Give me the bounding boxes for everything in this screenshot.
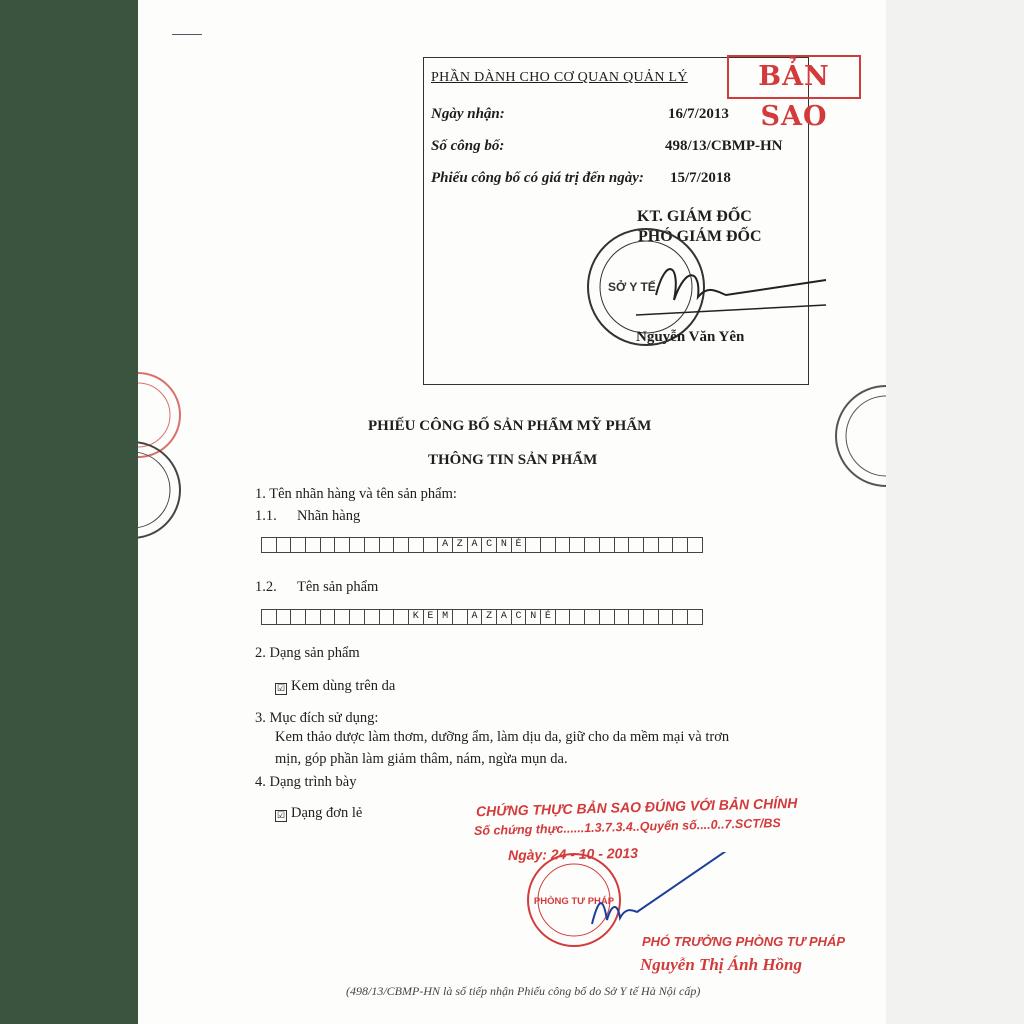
copy-stamp: BẢN SAO [727,55,861,99]
grid-cell [643,537,659,553]
grid-cell: É [540,609,556,625]
grid-cell [379,609,395,625]
grid-cell [658,537,674,553]
document-subtitle: THÔNG TIN SẢN PHẨM [428,452,598,468]
grid-cell [290,609,306,625]
grid-cell [599,537,615,553]
signer-name: Nguyễn Văn Yên [636,329,745,345]
product-form-text: Kem dùng trên da [291,678,396,694]
grid-cell: K [408,609,424,625]
deputy-head-title: PHÓ TRƯỞNG PHÒNG TƯ PHÁP [642,934,846,949]
grid-cell: A [437,537,453,553]
grid-cell [320,537,336,553]
grid-cell [555,537,571,553]
scan-right-background [886,0,1024,1024]
grid-cell [452,609,468,625]
grid-cell [628,609,644,625]
grid-cell [423,537,439,553]
grid-cell [687,537,703,553]
edge-seal-left [138,360,188,560]
grid-cell [540,537,556,553]
section-1-2-label: Tên sản phẩm [297,579,379,595]
grid-cell [334,609,350,625]
health-seal-text: SỞ Y TẾ [608,280,656,294]
grid-cell [364,537,380,553]
grid-cell [614,609,630,625]
admin-box-header: PHẦN DÀNH CHO CƠ QUAN QUẢN LÝ [431,70,688,85]
grid-cell [393,609,409,625]
received-date-label: Ngày nhận: [431,106,505,122]
grid-cell: Z [481,609,497,625]
product-form-option [275,678,395,695]
pen-mark [172,34,202,35]
grid-cell: C [481,537,497,553]
grid-cell [555,609,571,625]
grid-cell: N [496,537,512,553]
grid-cell [658,609,674,625]
brand-name-grid [262,537,703,553]
grid-cell: C [511,609,527,625]
grid-cell [334,537,350,553]
scan-dark-edge [0,0,138,1024]
footer-note: (498/13/CBMP-HN là số tiếp nhận Phiếu công bố do Sở Y tế Hà Nội cấp) [346,984,701,998]
grid-cell: A [467,609,483,625]
signature-underline [636,305,826,315]
director-signature [656,269,826,300]
grid-cell [672,609,688,625]
grid-cell [614,537,630,553]
grid-cell [320,609,336,625]
grid-cell [628,537,644,553]
grid-cell [290,537,306,553]
signer-title-2: PHÓ GIÁM ĐỐC [638,228,762,245]
grid-cell [261,537,277,553]
usage-line-1: Kem thảo dược làm thơm, dưỡng ẩm, làm dịu da, giữ cho da mềm mại và trơn [275,729,730,745]
signer-title-1: KT. GIÁM ĐỐC [637,208,752,225]
grid-cell [569,537,585,553]
grid-cell [569,609,585,625]
announcement-number-value: 498/13/CBMP-HN [665,138,783,154]
validity-label: Phiếu công bố có giá trị đến ngày: [431,170,644,186]
usage-line-2: mịn, góp phần làm giảm thâm, nám, ngừa mụn da. [275,751,568,767]
official-signature [592,852,742,924]
announcement-number-label: Số công bố: [431,138,505,154]
grid-cell: A [496,609,512,625]
section-1-1-number: 1.1. [255,508,277,524]
grid-cell [599,609,615,625]
checkbox-checked-icon: ☑ [276,683,286,693]
checkbox-checked-icon: ☑ [276,810,286,820]
section-1-heading: 1. Tên nhãn hàng và tên sản phẩm: [255,486,457,502]
grid-cell [305,609,321,625]
presentation-option [275,805,362,822]
justice-seal-text: PHÒNG TƯ PHÁP [533,896,615,907]
certification-line-2: Số chứng thực......1.3.7.3.4..Quyển số....0..7.SCT/BS [473,815,781,839]
grid-cell [584,537,600,553]
received-date-value: 16/7/2013 [668,106,729,122]
grid-cell [672,537,688,553]
edge-seal-right [830,380,886,500]
grid-cell [364,609,380,625]
grid-cell [276,537,292,553]
grid-cell [349,609,365,625]
section-2-heading: 2. Dạng sản phẩm [255,645,360,661]
grid-cell [687,609,703,625]
presentation-text: Dạng đơn lẻ [291,805,363,821]
section-4-heading: 4. Dạng trình bày [255,774,357,790]
grid-cell: E [423,609,439,625]
grid-cell: Z [452,537,468,553]
grid-cell [276,609,292,625]
grid-cell [408,537,424,553]
certification-date: Ngày: 24 - 10 - 2013 [507,844,639,864]
grid-cell [584,609,600,625]
deputy-head-name: Nguyễn Thị Ánh Hồng [640,955,803,974]
grid-cell [305,537,321,553]
validity-value: 15/7/2018 [670,170,731,186]
grid-cell [261,609,277,625]
grid-cell [525,537,541,553]
grid-cell: M [437,609,453,625]
grid-cell: A [467,537,483,553]
product-name-grid [262,609,703,625]
grid-cell [393,537,409,553]
document-title: PHIẾU CÔNG BỐ SẢN PHẨM MỸ PHẨM [368,418,652,434]
grid-cell: É [511,537,527,553]
grid-cell: N [525,609,541,625]
section-1-1-label: Nhãn hàng [297,508,361,524]
section-3-heading: 3. Mục đích sử dụng: [255,710,379,726]
section-1-2-number: 1.2. [255,579,277,595]
grid-cell [349,537,365,553]
grid-cell [379,537,395,553]
grid-cell [643,609,659,625]
certification-line-1: CHỨNG THỰC BẢN SAO ĐÚNG VỚI BẢN CHÍNH [475,794,798,820]
